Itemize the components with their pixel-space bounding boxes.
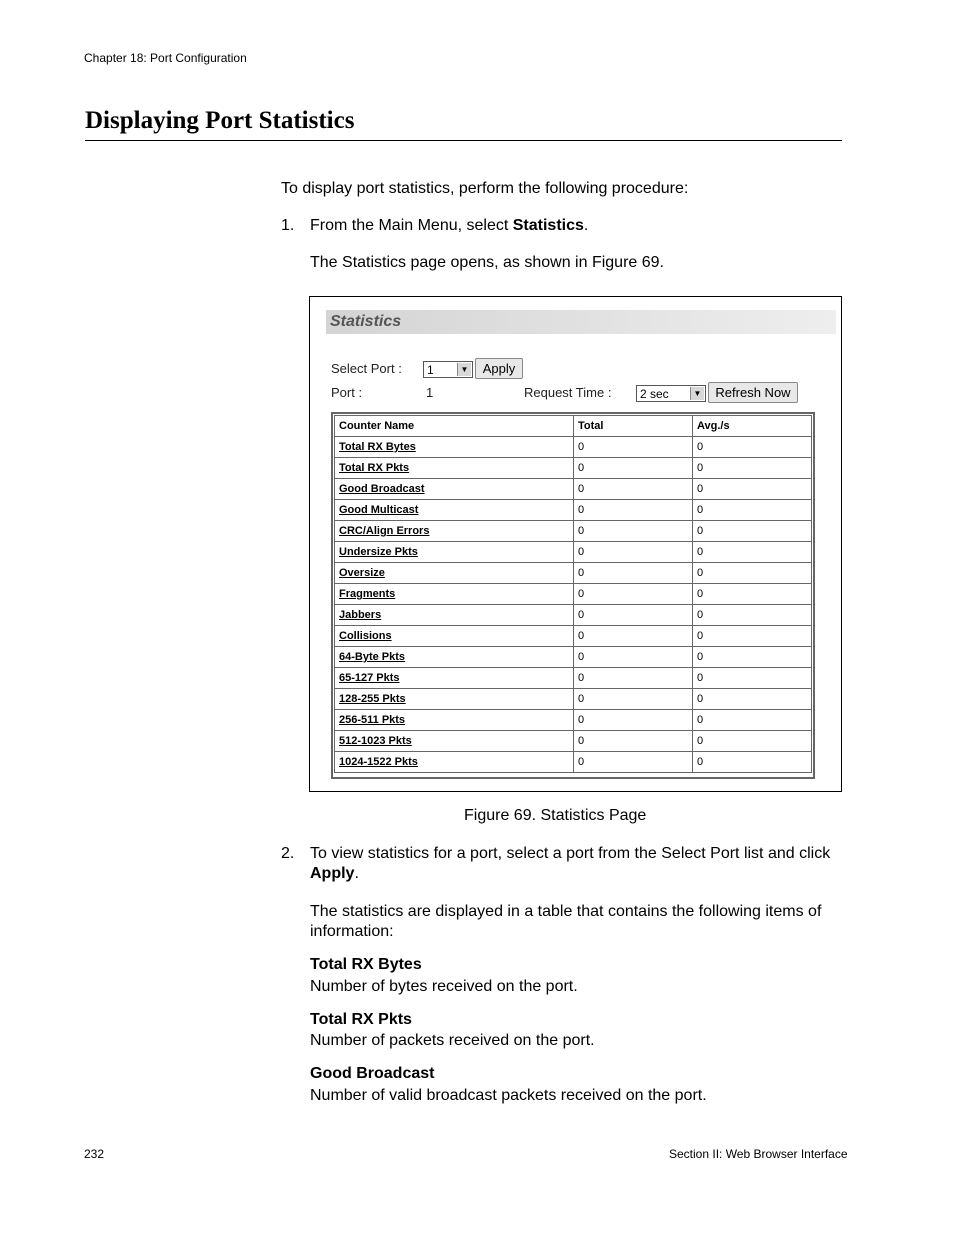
counter-name-cell[interactable] xyxy=(335,458,574,479)
total-cell: 0 xyxy=(574,458,693,479)
table-row xyxy=(335,584,812,605)
avg-cell: 0 xyxy=(693,542,812,563)
table-row xyxy=(335,626,812,647)
counter-name-cell[interactable] xyxy=(335,500,574,521)
avg-cell: 0 xyxy=(693,500,812,521)
counter-name-cell[interactable] xyxy=(335,563,574,584)
statistics-panel-header xyxy=(326,310,836,334)
counter-link[interactable]: Collisions xyxy=(339,630,392,642)
total-cell: 0 xyxy=(574,605,693,626)
counter-name-cell[interactable] xyxy=(335,626,574,647)
request-time-label: Request Time : xyxy=(524,385,612,400)
total-cell: 0 xyxy=(574,668,693,689)
counter-link[interactable]: CRC/Align Errors xyxy=(339,525,430,537)
counter-name-cell[interactable] xyxy=(335,668,574,689)
chapter-header: Chapter 18: Port Configuration xyxy=(84,51,247,65)
footer-section: Section II: Web Browser Interface xyxy=(669,1147,848,1161)
total-cell: 0 xyxy=(574,626,693,647)
statistics-table xyxy=(334,415,812,773)
counter-link[interactable]: 256-511 Pkts xyxy=(339,714,406,726)
counter-name-cell[interactable] xyxy=(335,605,574,626)
definition-desc: Number of packets received on the port. xyxy=(310,1032,595,1049)
total-cell: 0 xyxy=(574,542,693,563)
counter-link[interactable]: 512-1023 Pkts xyxy=(339,735,412,747)
counter-name-cell[interactable] xyxy=(335,584,574,605)
step-2-note: The statistics are displayed in a table that contains the following items of information: xyxy=(310,903,822,940)
figure-caption: Figure 69. Statistics Page xyxy=(464,807,647,824)
counter-name-cell[interactable] xyxy=(335,731,574,752)
avg-cell: 0 xyxy=(693,731,812,752)
table-row xyxy=(335,458,812,479)
table-row xyxy=(335,731,812,752)
counter-link[interactable]: 1024-1522 Pkts xyxy=(339,756,418,768)
counter-name-cell[interactable] xyxy=(335,752,574,773)
avg-cell: 0 xyxy=(693,647,812,668)
apply-button[interactable]: Apply xyxy=(475,358,523,379)
avg-cell: 0 xyxy=(693,668,812,689)
avg-cell: 0 xyxy=(693,710,812,731)
total-cell: 0 xyxy=(574,521,693,542)
request-time-dropdown[interactable] xyxy=(636,385,706,402)
select-port-dropdown[interactable] xyxy=(423,361,473,378)
definition-term: Total RX Bytes xyxy=(310,956,422,973)
step-1-number: 1. xyxy=(281,217,295,234)
total-cell: 0 xyxy=(574,437,693,458)
refresh-now-button[interactable]: Refresh Now xyxy=(708,382,798,403)
total-cell: 0 xyxy=(574,752,693,773)
total-cell: 0 xyxy=(574,500,693,521)
table-row xyxy=(335,689,812,710)
avg-cell: 0 xyxy=(693,437,812,458)
table-row xyxy=(335,563,812,584)
chevron-down-icon: ▼ xyxy=(690,387,704,400)
statistics-panel-title: Statistics xyxy=(330,313,402,330)
step-2-text: To view statistics for a port, select a port from the Select Port list and click Apply. xyxy=(310,845,831,882)
counter-link[interactable]: Total RX Pkts xyxy=(339,462,410,474)
counter-link[interactable]: 65-127 Pkts xyxy=(339,672,400,684)
definition-term: Good Broadcast xyxy=(310,1065,435,1082)
request-time-value: 2 sec xyxy=(640,387,669,401)
column-header-avg: Avg./s xyxy=(693,416,812,437)
avg-cell: 0 xyxy=(693,458,812,479)
counter-name-cell[interactable] xyxy=(335,437,574,458)
total-cell: 0 xyxy=(574,563,693,584)
counter-link[interactable]: Oversize xyxy=(339,567,385,579)
step-1-text: From the Main Menu, select Statistics. xyxy=(310,217,589,234)
title-rule xyxy=(85,140,842,141)
table-row xyxy=(335,542,812,563)
table-row xyxy=(335,752,812,773)
select-port-label: Select Port : xyxy=(331,361,402,376)
avg-cell: 0 xyxy=(693,752,812,773)
statistics-figure xyxy=(309,296,842,792)
table-row xyxy=(335,500,812,521)
step-1-note: The Statistics page opens, as shown in Figure 69. xyxy=(310,254,664,271)
column-header-total: Total xyxy=(574,416,693,437)
counter-link[interactable]: Good Broadcast xyxy=(339,483,425,495)
avg-cell: 0 xyxy=(693,584,812,605)
avg-cell: 0 xyxy=(693,689,812,710)
counter-link[interactable]: Jabbers xyxy=(339,609,382,621)
table-header-row xyxy=(335,416,812,437)
total-cell: 0 xyxy=(574,689,693,710)
counter-link[interactable]: Good Multicast xyxy=(339,504,419,516)
table-row xyxy=(335,479,812,500)
chevron-down-icon: ▼ xyxy=(457,363,471,376)
port-label: Port : xyxy=(331,385,363,400)
statistics-table-frame xyxy=(331,412,815,779)
avg-cell: 0 xyxy=(693,521,812,542)
total-cell: 0 xyxy=(574,479,693,500)
definition-term: Total RX Pkts xyxy=(310,1011,412,1028)
counter-name-cell[interactable] xyxy=(335,710,574,731)
select-port-value: 1 xyxy=(427,363,434,377)
page-number: 232 xyxy=(84,1147,105,1161)
avg-cell: 0 xyxy=(693,563,812,584)
counter-link[interactable]: 128-255 Pkts xyxy=(339,693,406,705)
column-header-counter-name: Counter Name xyxy=(335,416,574,437)
total-cell: 0 xyxy=(574,647,693,668)
counter-name-cell[interactable] xyxy=(335,479,574,500)
counter-link[interactable]: Fragments xyxy=(339,588,396,600)
table-row xyxy=(335,605,812,626)
table-row xyxy=(335,647,812,668)
avg-cell: 0 xyxy=(693,479,812,500)
table-row xyxy=(335,710,812,731)
section-title: Displaying Port Statistics xyxy=(85,107,355,134)
table-row xyxy=(335,437,812,458)
counter-name-cell[interactable] xyxy=(335,647,574,668)
total-cell: 0 xyxy=(574,731,693,752)
table-row xyxy=(335,521,812,542)
counter-name-cell[interactable] xyxy=(335,689,574,710)
avg-cell: 0 xyxy=(693,626,812,647)
definition-desc: Number of valid broadcast packets received on the port. xyxy=(310,1087,707,1104)
total-cell: 0 xyxy=(574,584,693,605)
avg-cell: 0 xyxy=(693,605,812,626)
intro-text: To display port statistics, perform the following procedure: xyxy=(281,180,689,197)
counter-link[interactable]: 64-Byte Pkts xyxy=(339,651,406,663)
counter-link[interactable]: Undersize Pkts xyxy=(339,546,418,558)
counter-link[interactable]: Total RX Bytes xyxy=(339,441,416,453)
port-value: 1 xyxy=(426,385,434,400)
total-cell: 0 xyxy=(574,710,693,731)
definition-desc: Number of bytes received on the port. xyxy=(310,978,578,995)
step-2-number: 2. xyxy=(281,845,295,862)
counter-name-cell[interactable] xyxy=(335,542,574,563)
table-row xyxy=(335,668,812,689)
counter-name-cell[interactable] xyxy=(335,521,574,542)
